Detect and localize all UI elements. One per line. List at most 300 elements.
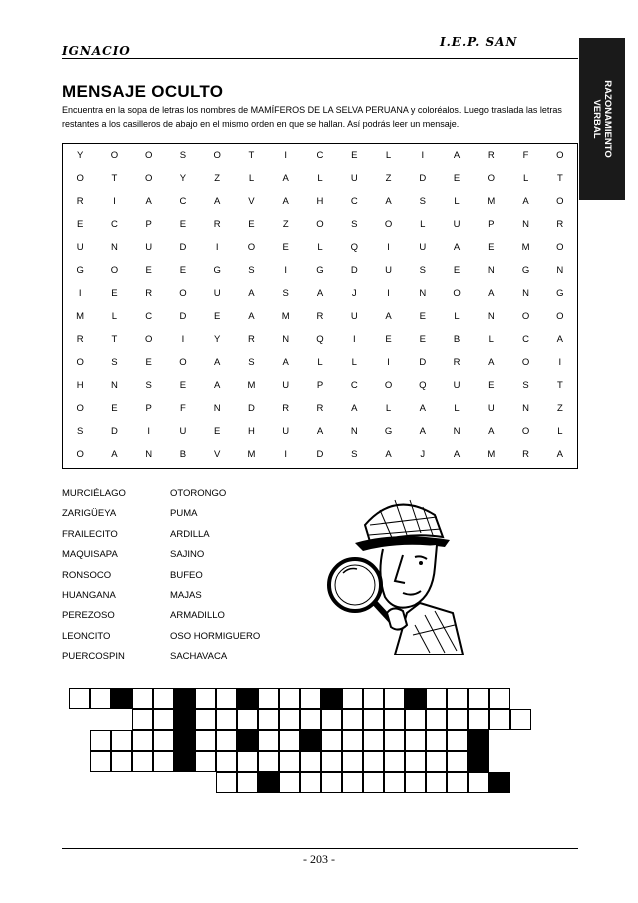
answer-grid-cell[interactable] bbox=[321, 730, 342, 751]
letter-soup-cell[interactable]: L bbox=[454, 403, 460, 414]
letter-soup-cell[interactable]: O bbox=[179, 357, 187, 368]
letter-soup-cell[interactable]: O bbox=[556, 196, 564, 207]
letter-soup-cell[interactable]: N bbox=[213, 403, 221, 414]
letter-soup-cell[interactable]: H bbox=[316, 196, 324, 207]
letter-soup-cell[interactable]: I bbox=[284, 265, 288, 276]
letter-soup-cell[interactable]: I bbox=[387, 242, 390, 253]
letter-soup-cell[interactable]: A bbox=[453, 242, 461, 253]
answer-grid-cell[interactable] bbox=[153, 730, 174, 751]
answer-grid-black-cell bbox=[174, 709, 195, 730]
letter-soup-cell[interactable]: R bbox=[453, 357, 461, 368]
letter-soup-cell[interactable]: U bbox=[487, 403, 495, 414]
letter-soup-cell[interactable]: E bbox=[145, 265, 152, 276]
letter-soup-cell[interactable]: R bbox=[248, 334, 255, 345]
letter-soup-cell[interactable]: U bbox=[385, 265, 392, 276]
letter-soup-cell[interactable]: E bbox=[488, 380, 495, 391]
letter-soup-cell[interactable]: A bbox=[316, 288, 324, 299]
answer-grid-cell[interactable] bbox=[384, 730, 405, 751]
answer-grid-cell[interactable] bbox=[384, 772, 405, 793]
letter-soup-cell[interactable]: A bbox=[214, 196, 221, 207]
answer-grid-cell[interactable] bbox=[489, 688, 510, 709]
letter-soup-cell[interactable]: U bbox=[145, 242, 153, 253]
letter-soup-cell[interactable]: N bbox=[556, 265, 564, 276]
letter-soup-cell[interactable]: L bbox=[420, 219, 426, 230]
letter-soup-cell[interactable]: P bbox=[145, 403, 152, 414]
answer-grid-cell[interactable] bbox=[300, 772, 321, 793]
letter-soup-cell[interactable]: M bbox=[281, 311, 290, 322]
answer-grid-cell[interactable] bbox=[258, 709, 279, 730]
answer-grid-cell[interactable] bbox=[405, 751, 426, 772]
letter-soup-cell[interactable]: T bbox=[556, 173, 563, 184]
letter-soup-cell[interactable]: C bbox=[145, 311, 153, 322]
answer-grid-cell[interactable] bbox=[279, 730, 300, 751]
answer-grid-cell[interactable] bbox=[300, 709, 321, 730]
letter-soup-cell[interactable]: R bbox=[145, 288, 153, 299]
letter-soup-cell[interactable]: N bbox=[110, 242, 118, 253]
answer-grid-cell[interactable] bbox=[195, 730, 216, 751]
letter-soup-cell[interactable]: P bbox=[488, 219, 495, 230]
letter-soup-cell[interactable]: L bbox=[111, 311, 118, 322]
answer-grid-cell[interactable] bbox=[279, 772, 300, 793]
letter-soup-cell[interactable]: O bbox=[76, 173, 84, 184]
letter-soup-cell[interactable]: E bbox=[351, 150, 358, 161]
letter-soup-cell[interactable]: G bbox=[76, 265, 84, 276]
word-list-item: BUFEO bbox=[170, 569, 203, 581]
letter-soup-cell[interactable]: O bbox=[384, 219, 393, 230]
answer-grid-cell[interactable] bbox=[300, 751, 321, 772]
letter-soup-cell[interactable]: C bbox=[350, 196, 358, 207]
answer-grid-cell[interactable] bbox=[321, 751, 342, 772]
answer-grid-cell[interactable] bbox=[447, 751, 468, 772]
answer-grid-black-cell bbox=[111, 688, 132, 709]
answer-grid-cell[interactable] bbox=[405, 730, 426, 751]
letter-soup-cell[interactable]: J bbox=[351, 288, 357, 299]
answer-grid-black-cell bbox=[300, 730, 321, 751]
answer-grid-cell[interactable] bbox=[426, 709, 447, 730]
answer-grid-cell[interactable] bbox=[447, 688, 468, 709]
letter-soup-cell[interactable]: O bbox=[521, 357, 530, 368]
answer-grid-cell[interactable] bbox=[195, 751, 216, 772]
letter-soup-cell[interactable]: Z bbox=[556, 403, 563, 414]
letter-soup-cell[interactable]: Z bbox=[385, 173, 392, 184]
letter-soup-cell[interactable]: L bbox=[351, 357, 357, 368]
letter-soup-cell[interactable]: M bbox=[487, 196, 496, 207]
letter-soup-cell[interactable]: E bbox=[179, 265, 187, 276]
letter-soup-cell[interactable]: O bbox=[110, 265, 119, 276]
letter-soup-cell[interactable]: O bbox=[144, 150, 153, 161]
letter-soup-cell[interactable]: B bbox=[453, 334, 461, 345]
answer-grid-cell[interactable] bbox=[216, 709, 237, 730]
answer-grid-cell[interactable] bbox=[321, 709, 342, 730]
letter-soup-cell[interactable]: L bbox=[317, 242, 323, 253]
letter-soup-cell[interactable]: M bbox=[247, 380, 256, 391]
answer-grid-cell[interactable] bbox=[216, 688, 237, 709]
letter-soup-cell[interactable]: I bbox=[284, 150, 288, 161]
letter-soup-cell[interactable]: O bbox=[316, 219, 324, 230]
letter-soup-cell[interactable]: A bbox=[248, 288, 255, 299]
letter-soup-cell[interactable]: E bbox=[214, 311, 221, 322]
letter-soup-cell[interactable]: A bbox=[145, 196, 152, 207]
letter-soup-cell[interactable]: S bbox=[282, 288, 289, 299]
letter-soup-cell[interactable]: I bbox=[181, 334, 185, 345]
answer-grid-cell[interactable] bbox=[468, 772, 489, 793]
letter-soup-cell[interactable]: A bbox=[385, 311, 392, 322]
letter-soup-cell[interactable]: U bbox=[453, 219, 461, 230]
letter-soup-cell[interactable]: S bbox=[76, 426, 84, 437]
answer-grid-cell[interactable] bbox=[426, 730, 447, 751]
letter-soup-cell[interactable]: R bbox=[213, 219, 221, 230]
letter-soup-cell[interactable]: U bbox=[76, 242, 84, 253]
letter-soup-cell[interactable]: O bbox=[144, 173, 153, 184]
letter-soup-cell[interactable]: D bbox=[179, 311, 187, 322]
letter-soup-cell[interactable]: V bbox=[248, 196, 255, 207]
letter-soup-cell[interactable]: G bbox=[213, 265, 221, 276]
answer-grid-cell[interactable] bbox=[384, 688, 405, 709]
letter-soup-cell[interactable]: E bbox=[179, 219, 187, 230]
letter-soup-cell[interactable]: I bbox=[421, 150, 425, 161]
answer-grid-cell[interactable] bbox=[363, 751, 384, 772]
letter-soup-cell[interactable]: L bbox=[317, 357, 323, 368]
letter-soup-cell[interactable]: O bbox=[76, 403, 84, 414]
letter-soup-cell[interactable]: I bbox=[147, 426, 150, 437]
answer-grid-cell[interactable] bbox=[111, 730, 132, 751]
letter-soup-cell[interactable]: A bbox=[385, 449, 392, 460]
letter-soup-cell[interactable]: R bbox=[316, 311, 324, 322]
letter-soup-cell[interactable]: Y bbox=[76, 150, 84, 161]
letter-soup-cell[interactable]: N bbox=[522, 219, 530, 230]
letter-soup-cell[interactable]: U bbox=[350, 173, 358, 184]
letter-soup-cell[interactable]: U bbox=[179, 426, 187, 437]
answer-grid-cell[interactable] bbox=[426, 688, 447, 709]
letter-soup-cell[interactable]: U bbox=[282, 426, 290, 437]
section-tab-line1: RAZONAMIENTO bbox=[602, 80, 613, 158]
letter-soup-cell[interactable]: E bbox=[145, 357, 152, 368]
answer-grid-cell[interactable] bbox=[258, 751, 279, 772]
letter-soup-cell[interactable]: U bbox=[453, 380, 461, 391]
letter-soup-cell[interactable]: Q bbox=[350, 242, 358, 253]
answer-grid-cell[interactable] bbox=[321, 772, 342, 793]
letter-soup-cell[interactable]: A bbox=[488, 426, 495, 437]
answer-grid-cell[interactable] bbox=[153, 688, 174, 709]
letter-soup-cell[interactable]: O bbox=[76, 449, 84, 460]
answer-grid-cell[interactable] bbox=[237, 772, 258, 793]
letter-soup-cell[interactable]: S bbox=[419, 196, 426, 207]
letter-soup-cell[interactable]: A bbox=[351, 403, 358, 414]
letter-soup-cell[interactable]: F bbox=[180, 403, 186, 414]
answer-grid-cell[interactable] bbox=[153, 709, 174, 730]
letter-soup-cell[interactable]: O bbox=[556, 311, 564, 322]
answer-grid-cell[interactable] bbox=[132, 709, 153, 730]
letter-soup-cell[interactable]: L bbox=[522, 173, 529, 184]
letter-soup-cell[interactable]: S bbox=[145, 380, 152, 391]
letter-soup-cell[interactable]: A bbox=[419, 426, 426, 437]
answer-grid-cell[interactable] bbox=[279, 751, 300, 772]
letter-soup-cell[interactable]: L bbox=[454, 311, 460, 322]
answer-grid-cell[interactable] bbox=[363, 688, 384, 709]
letter-soup-cell[interactable]: A bbox=[556, 449, 564, 460]
letter-soup-cell[interactable]: A bbox=[419, 403, 426, 414]
letter-soup-cell[interactable]: Z bbox=[214, 173, 221, 184]
letter-soup-cell[interactable]: O bbox=[76, 357, 84, 368]
answer-grid-cell[interactable] bbox=[90, 751, 111, 772]
letter-soup-cell[interactable]: E bbox=[385, 334, 392, 345]
letter-soup-cell[interactable]: O bbox=[110, 150, 119, 161]
letter-soup-cell[interactable]: G bbox=[521, 265, 530, 276]
answer-grid-cell[interactable] bbox=[237, 709, 258, 730]
letter-soup-cell[interactable]: L bbox=[248, 173, 255, 184]
letter-soup-cell[interactable]: U bbox=[419, 242, 427, 253]
answer-grid-cell[interactable] bbox=[342, 772, 363, 793]
answer-grid-cell[interactable] bbox=[342, 730, 363, 751]
letter-soup-cell[interactable]: L bbox=[385, 150, 392, 161]
letter-soup-cell[interactable]: I bbox=[215, 242, 219, 253]
letter-soup-cell[interactable]: C bbox=[350, 380, 358, 391]
letter-soup-cell[interactable]: D bbox=[316, 449, 324, 460]
letter-soup-cell[interactable]: R bbox=[487, 150, 495, 161]
letter-soup-cell[interactable]: I bbox=[352, 334, 356, 345]
letter-soup-cell[interactable]: O bbox=[521, 311, 530, 322]
letter-soup-cell[interactable]: L bbox=[385, 403, 392, 414]
letter-soup-cell[interactable]: I bbox=[78, 288, 82, 299]
letter-soup-cell[interactable]: L bbox=[454, 196, 460, 207]
letter-soup-cell[interactable]: I bbox=[284, 449, 288, 460]
letter-soup-cell[interactable]: A bbox=[453, 150, 461, 161]
letter-soup-cell[interactable]: N bbox=[487, 265, 495, 276]
letter-soup-cell[interactable]: J bbox=[420, 449, 426, 460]
answer-grid-cell[interactable] bbox=[216, 730, 237, 751]
letter-soup-cell[interactable]: E bbox=[76, 219, 84, 230]
letter-soup-cell[interactable]: N bbox=[487, 311, 495, 322]
answer-grid-cell[interactable] bbox=[279, 688, 300, 709]
answer-grid-cell[interactable] bbox=[90, 688, 111, 709]
letter-soup-cell[interactable]: O bbox=[144, 334, 153, 345]
answer-grid-cell[interactable] bbox=[132, 751, 153, 772]
letter-soup-cell[interactable]: O bbox=[213, 150, 221, 161]
letter-soup-cell[interactable]: Q bbox=[419, 380, 427, 391]
letter-soup-cell[interactable]: A bbox=[282, 357, 289, 368]
letter-soup-cell[interactable]: S bbox=[179, 150, 187, 161]
letter-soup-cell[interactable]: I bbox=[558, 357, 562, 368]
answer-grid-cell[interactable] bbox=[342, 688, 363, 709]
answer-grid-cell[interactable] bbox=[90, 730, 111, 751]
letter-soup-cell[interactable]: D bbox=[110, 426, 118, 437]
answer-grid-cell[interactable] bbox=[342, 709, 363, 730]
letter-soup-cell[interactable]: D bbox=[350, 265, 358, 276]
letter-soup-cell[interactable]: E bbox=[453, 173, 461, 184]
letter-soup-cell[interactable]: C bbox=[316, 150, 324, 161]
letter-soup-cell[interactable]: S bbox=[351, 449, 358, 460]
answer-grid-cell[interactable] bbox=[216, 772, 237, 793]
answer-grid-cell[interactable] bbox=[69, 688, 90, 709]
answer-grid-cell[interactable] bbox=[153, 751, 174, 772]
letter-soup-cell[interactable]: A bbox=[282, 173, 289, 184]
letter-soup-cell[interactable]: A bbox=[488, 288, 495, 299]
letter-soup-cell[interactable]: P bbox=[316, 380, 324, 391]
answer-grid-cell[interactable] bbox=[216, 751, 237, 772]
letter-soup-cell[interactable]: Q bbox=[316, 334, 324, 345]
letter-soup-cell[interactable]: A bbox=[453, 449, 461, 460]
letter-soup-cell[interactable]: U bbox=[282, 380, 290, 391]
letter-soup-cell[interactable]: C bbox=[179, 196, 187, 207]
letter-soup-cell[interactable]: S bbox=[248, 265, 255, 276]
letter-soup-cell[interactable]: E bbox=[282, 242, 289, 253]
letter-soup-cell[interactable]: Z bbox=[282, 219, 289, 230]
answer-grid-cell[interactable] bbox=[258, 688, 279, 709]
letter-soup-cell[interactable]: A bbox=[214, 380, 221, 391]
answer-grid-cell[interactable] bbox=[363, 772, 384, 793]
letter-soup-cell[interactable]: C bbox=[522, 334, 530, 345]
letter-soup-cell[interactable]: A bbox=[385, 196, 392, 207]
letter-soup-cell[interactable]: A bbox=[522, 196, 529, 207]
answer-grid-cell[interactable] bbox=[426, 751, 447, 772]
answer-grid-cell[interactable] bbox=[258, 730, 279, 751]
answer-grid-cell[interactable] bbox=[132, 688, 153, 709]
letter-soup-cell[interactable]: S bbox=[111, 357, 118, 368]
letter-soup-cell[interactable]: A bbox=[556, 334, 564, 345]
footer-rule bbox=[62, 848, 578, 849]
letter-soup-cell[interactable]: O bbox=[521, 426, 530, 437]
answer-grid-black-cell bbox=[258, 772, 279, 793]
letter-soup-cell[interactable]: N bbox=[522, 288, 530, 299]
letter-soup-cell[interactable]: O bbox=[487, 173, 496, 184]
answer-grid-cell[interactable] bbox=[363, 730, 384, 751]
letter-soup-cell[interactable]: R bbox=[556, 219, 564, 230]
answer-grid-black-cell bbox=[489, 772, 510, 793]
letter-soup-cell[interactable]: B bbox=[179, 449, 187, 460]
letter-soup-cell[interactable]: N bbox=[350, 426, 358, 437]
letter-soup-cell[interactable]: L bbox=[488, 334, 494, 345]
letter-soup-cell[interactable]: E bbox=[214, 426, 221, 437]
answer-grid-cell[interactable] bbox=[384, 751, 405, 772]
letter-soup-cell[interactable]: R bbox=[522, 449, 530, 460]
letter-soup-cell[interactable]: T bbox=[248, 150, 255, 161]
letter-soup-cell[interactable]: S bbox=[248, 357, 255, 368]
answer-grid-cell[interactable] bbox=[300, 688, 321, 709]
answer-grid-cell[interactable] bbox=[426, 772, 447, 793]
letter-soup-cell[interactable]: E bbox=[419, 311, 426, 322]
letter-soup-cell[interactable]: E bbox=[453, 265, 461, 276]
letter-soup-cell[interactable]: O bbox=[556, 150, 564, 161]
letter-soup-cell[interactable]: E bbox=[111, 403, 118, 414]
letter-soup-cell[interactable]: D bbox=[248, 403, 255, 414]
letter-soup-cell[interactable]: I bbox=[387, 288, 390, 299]
answer-grid-cell[interactable] bbox=[132, 730, 153, 751]
answer-grid-cell[interactable] bbox=[195, 709, 216, 730]
letter-soup-cell[interactable]: C bbox=[110, 219, 118, 230]
letter-soup-cell[interactable]: E bbox=[111, 288, 118, 299]
answer-grid-cell[interactable] bbox=[237, 751, 258, 772]
letter-soup-cell[interactable]: D bbox=[419, 357, 427, 368]
letter-soup-cell[interactable]: O bbox=[556, 242, 564, 253]
letter-soup-cell[interactable]: G bbox=[316, 265, 324, 276]
word-list-item: FRAILECITO bbox=[62, 528, 118, 540]
letter-soup-cell[interactable]: R bbox=[76, 334, 84, 345]
letter-soup-cell[interactable]: F bbox=[522, 150, 529, 161]
answer-grid-cell[interactable] bbox=[489, 709, 510, 730]
letter-soup-cell[interactable]: T bbox=[556, 380, 563, 391]
letter-soup-cell[interactable]: E bbox=[419, 334, 426, 345]
letter-soup-cell[interactable]: N bbox=[522, 403, 530, 414]
answer-grid-cell[interactable] bbox=[468, 709, 489, 730]
letter-soup-cell[interactable]: A bbox=[488, 357, 495, 368]
answer-grid-cell[interactable] bbox=[111, 751, 132, 772]
answer-grid-cell[interactable] bbox=[510, 709, 531, 730]
letter-soup-cell[interactable]: M bbox=[521, 242, 530, 253]
letter-soup-cell[interactable]: U bbox=[350, 311, 358, 322]
letter-soup-cell[interactable]: I bbox=[113, 196, 116, 207]
answer-grid-cell[interactable] bbox=[447, 772, 468, 793]
letter-soup-cell[interactable]: I bbox=[387, 357, 390, 368]
letter-soup-cell[interactable]: A bbox=[248, 311, 255, 322]
letter-soup-cell[interactable]: N bbox=[110, 380, 118, 391]
letter-soup-cell[interactable]: N bbox=[419, 288, 427, 299]
letter-soup-cell[interactable]: M bbox=[247, 449, 256, 460]
letter-soup-cell[interactable]: E bbox=[179, 380, 187, 391]
answer-grid-cell[interactable] bbox=[363, 709, 384, 730]
answer-grid-cell[interactable] bbox=[195, 688, 216, 709]
answer-grid-cell[interactable] bbox=[405, 709, 426, 730]
letter-soup-cell[interactable]: S bbox=[419, 265, 426, 276]
letter-soup-cell[interactable]: M bbox=[487, 449, 496, 460]
letter-soup-cell[interactable]: T bbox=[111, 173, 118, 184]
answer-grid-cell[interactable] bbox=[342, 751, 363, 772]
letter-soup-cell[interactable]: E bbox=[488, 242, 495, 253]
word-list-item: OTORONGO bbox=[170, 488, 227, 499]
letter-soup-cell[interactable]: A bbox=[214, 357, 221, 368]
letter-soup-cell[interactable]: A bbox=[111, 449, 118, 460]
letter-soup-cell[interactable]: D bbox=[179, 242, 187, 253]
letter-soup-cell[interactable]: S bbox=[351, 219, 358, 230]
letter-soup-cell[interactable]: R bbox=[316, 403, 324, 414]
answer-grid-cell[interactable] bbox=[468, 688, 489, 709]
answer-grid-cell[interactable] bbox=[279, 709, 300, 730]
letter-soup-cell[interactable]: H bbox=[248, 426, 255, 437]
letter-soup-cell[interactable]: P bbox=[145, 219, 152, 230]
letter-soup-cell[interactable]: Y bbox=[214, 334, 221, 345]
letter-soup-cell[interactable]: O bbox=[384, 380, 393, 391]
word-list-item: SAJINO bbox=[170, 549, 205, 561]
letter-soup-cell[interactable]: O bbox=[179, 288, 187, 299]
answer-grid-cell[interactable] bbox=[384, 709, 405, 730]
letter-soup-cell[interactable]: O bbox=[247, 242, 256, 253]
letter-soup-cell[interactable]: R bbox=[282, 403, 290, 414]
letter-soup-cell[interactable]: G bbox=[556, 288, 564, 299]
letter-soup-cell[interactable]: L bbox=[557, 426, 563, 437]
letter-soup-cell[interactable]: M bbox=[76, 311, 85, 322]
letter-soup-cell[interactable]: E bbox=[248, 219, 255, 230]
answer-grid-cell[interactable] bbox=[447, 730, 468, 751]
letter-soup-cell[interactable]: T bbox=[111, 334, 118, 345]
letter-soup-cell[interactable]: A bbox=[316, 426, 324, 437]
letter-soup-cell[interactable]: S bbox=[522, 380, 529, 391]
letter-soup-cell[interactable]: O bbox=[453, 288, 461, 299]
letter-soup-cell[interactable]: N bbox=[453, 426, 461, 437]
letter-soup-cell[interactable]: D bbox=[419, 173, 427, 184]
answer-grid-cell[interactable] bbox=[447, 709, 468, 730]
letter-soup-cell[interactable]: N bbox=[282, 334, 290, 345]
letter-soup-cell[interactable]: A bbox=[282, 196, 289, 207]
letter-soup-cell[interactable]: Y bbox=[179, 173, 187, 184]
letter-soup-cell[interactable]: G bbox=[384, 426, 393, 437]
letter-soup-cell[interactable]: N bbox=[145, 449, 153, 460]
letter-soup-cell[interactable]: L bbox=[317, 173, 323, 184]
letter-soup-cell[interactable]: U bbox=[213, 288, 221, 299]
letter-soup-cell[interactable]: V bbox=[214, 449, 221, 460]
letter-soup-cell[interactable]: R bbox=[76, 196, 84, 207]
word-list-item: PEREZOSO bbox=[62, 610, 115, 622]
answer-grid-cell[interactable] bbox=[405, 772, 426, 793]
letter-soup-cell[interactable]: H bbox=[76, 380, 84, 391]
